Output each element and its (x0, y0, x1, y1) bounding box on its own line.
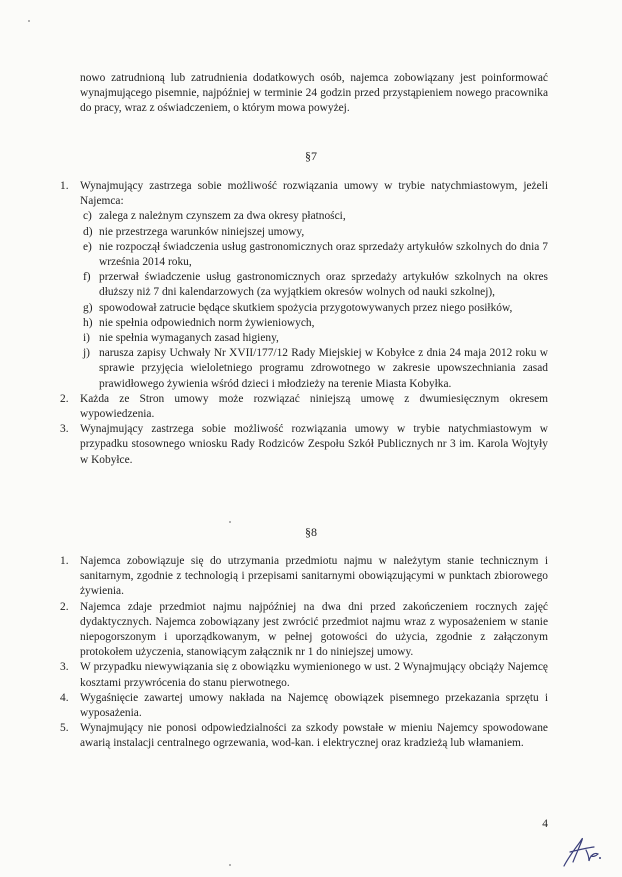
sub-item-letter: j) (83, 347, 90, 360)
intro-paragraph: nowo zatrudnioną lub zatrudnienia dodatkowych osób, najemca zobowiązany jest poinformować wynajmującego pisemnie, najpóźniej w terminie 24 godzin przed przystąpieniem nowego pracownika do pracy, wraz z oświadczeniem, o którym mowa powyżej. (80, 72, 548, 115)
sub-list-item (83, 209, 548, 224)
sub-item-text: zalega z należnym czynszem za dwa okresy płatności, (99, 210, 346, 223)
sub-item-letter: e) (83, 240, 92, 253)
sub-item-text: nie spełnia wymaganych zasad higieny, (99, 332, 279, 345)
section-8-heading: §8 (305, 525, 317, 539)
sub-list-item (83, 240, 548, 270)
scan-speck (28, 20, 30, 22)
item-text: Najemca zobowiązuje się do utrzymania przedmiotu najmu w należytym stanie technicznym i sanitarnym, zgodnie z technologią i przepisami sanitarnymi obowiązującymi w punktach zbiorowego żywienia. (80, 555, 548, 598)
item-number: 3. (60, 423, 69, 436)
sub-item-text: przerwał świadczenie usług gastronomicznych oraz sprzedaży artykułów szkolnych na okres dłuższy niż 7 dni kalendarzowych (za wyjątkiem okresów wolnych od nauki szkolnej), (99, 271, 548, 299)
item-number: 1. (60, 555, 69, 567)
item-text: Wygaśnięcie zawartej umowy nakłada na Najemcę obowiązek pisemnego przekazania sprzętu i wyposażenia. (80, 691, 548, 720)
sub-list-item (83, 346, 548, 392)
item-number: 4. (60, 691, 69, 704)
sub-item-text: spowodował zatrucie będące skutkiem spożycia przygotowywanych przez niego posiłków, (99, 301, 513, 314)
list-item (60, 422, 548, 468)
sub-list-item (83, 301, 548, 316)
sub-item-letter: i) (83, 332, 90, 345)
sub-item-letter: g) (83, 301, 93, 314)
list-item (60, 179, 548, 392)
handwritten-initials (556, 828, 608, 870)
sub-item-text: nie przestrzega warunków niniejszej umowy, (99, 225, 305, 238)
sub-list-item (83, 225, 548, 240)
section-7-list (60, 179, 548, 468)
list-item (60, 392, 548, 422)
list-item (60, 554, 548, 600)
sub-item-text: nie spełnia odpowiednich norm żywieniowych, (99, 316, 315, 329)
item-text: Najemca zdaje przedmiot najmu najpóźniej na dwa dni przed zakończeniem rocznych zajęć dydaktycznych. Najemca zobowiązany jest zwrócić przedmiot najmu wraz z wyposażeniem w stanie niepogorszonym i uporządkowanym, w pełnej gotowości do użycia, zgodnie z załączonym protokołem użyczenia, stanowiącym załącznik nr 1 do niniejszej umowy. (80, 600, 548, 659)
list-item (60, 600, 548, 661)
sub-item-letter: f) (83, 271, 91, 284)
item-text: Każda ze Stron umowy może rozwiązać niniejszą umowę z dwumiesięcznym okresem wypowiedzenia. (80, 392, 548, 421)
sub-item-text: narusza zapisy Uchwały Nr XVII/177/12 Rady Miejskiej w Kobyłce z dnia 24 maja 2012 roku w sprawie przyjęcia wieloletniego programu zdrowotnego w zakresie upowszechniania zasad prawidłowego żywienia wśród dzieci i młodzieży na terenie Miasta Kobyłka. (99, 347, 548, 390)
sub-list (80, 209, 548, 391)
item-number: 3. (60, 661, 69, 674)
sub-item-letter: h) (83, 316, 93, 329)
page-number: 4 (542, 818, 548, 830)
sub-list-item (83, 316, 548, 331)
list-item (60, 660, 548, 690)
scan-speck (229, 521, 231, 523)
item-text: Wynajmujący zastrzega sobie możliwość rozwiązania umowy w trybie natychmiastowym, jeżeli Najemca: (80, 180, 548, 208)
sub-item-text: nie rozpoczął świadczenia usług gastronomicznych oraz sprzedaży artykułów szkolnych do dnia 7 września 2014 roku, (99, 240, 548, 269)
item-text: Wynajmujący nie ponosi odpowiedzialności za szkody powstałe w mieniu Najemcy spowodowane awarią instalacji centralnego ogrzewania, wod-kan. i elektrycznej oraz kradzieżą lub włamaniem. (80, 722, 548, 750)
item-number: 1. (60, 180, 69, 192)
section-7-heading: §7 (305, 149, 317, 163)
item-text: Wynajmujący zastrzega sobie możliwość rozwiązania umowy w trybie natychmiastowym w przypadku stosownego wniosku Rady Rodziców Zespołu Szkół Publicznych nr 3 im. Karola Wojtyły w Kobyłce. (80, 423, 548, 466)
item-number: 5. (60, 722, 69, 735)
item-number: 2. (60, 392, 69, 405)
item-text: W przypadku niewywiązania się z obowiązku wymienionego w ust. 2 Wynajmujący obciąży Najemcę kosztami przywrócenia do stanu pierwotnego. (80, 661, 548, 689)
sub-item-letter: d) (83, 225, 93, 238)
item-number: 2. (60, 600, 69, 613)
list-item (60, 721, 548, 751)
list-item (60, 691, 548, 721)
section-8-list (60, 554, 548, 752)
sub-list-item (83, 331, 548, 346)
scan-speck (229, 864, 231, 866)
sub-item-letter: c) (83, 210, 92, 223)
sub-list-item (83, 270, 548, 300)
